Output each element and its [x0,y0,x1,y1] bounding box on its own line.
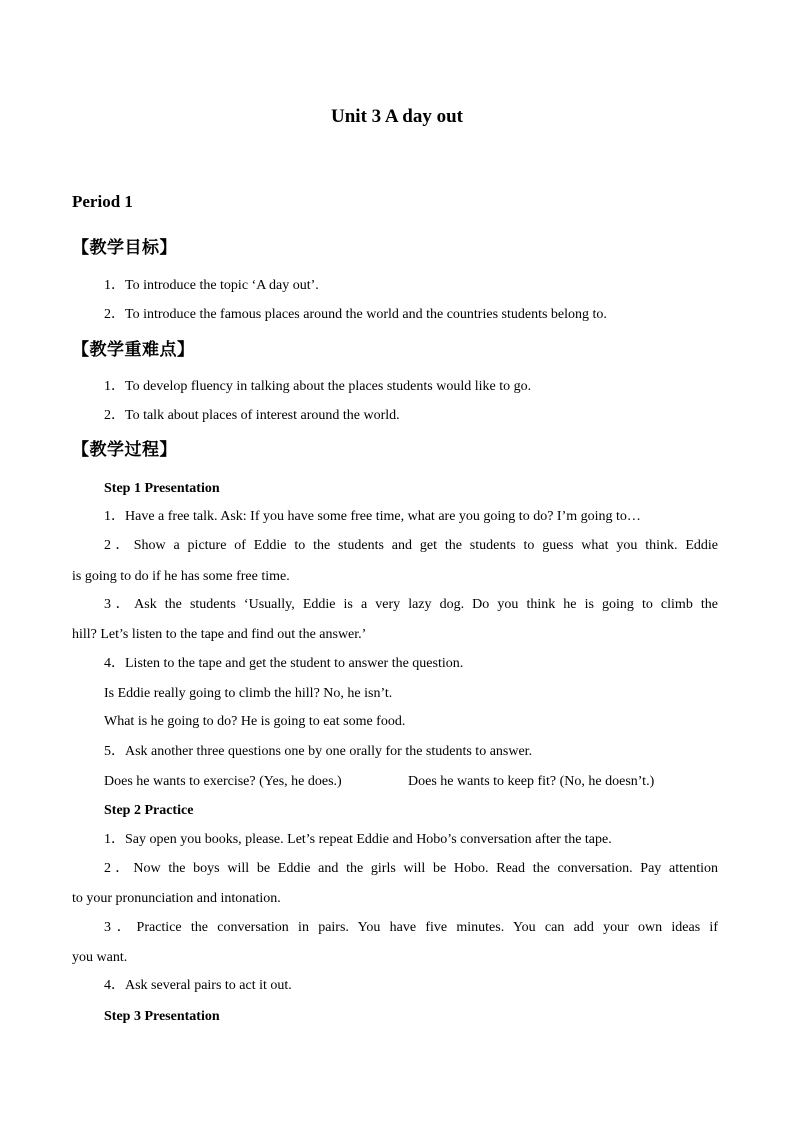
step1-answer: Is Eddie really going to climb the hill? No, he isn’t. [104,686,393,701]
section-goals-heading: 【教学目标】 [72,238,177,258]
step1-line: is going to do if he has some free time. [72,569,290,584]
keypoint-item: 1．To develop fluency in talking about the places students would like to go. [104,379,532,394]
keypoint-item: 2．To talk about places of interest around the world. [104,408,400,423]
goal-item: 2．To introduce the famous places around the world and the countries students belong to. [104,307,607,322]
step1-line: 5．Ask another three questions one by one orally for the students to answer. [104,744,533,759]
goal-item: 1．To introduce the topic ‘A day out’. [104,278,319,293]
step1-line: 2．Show a picture of Eddie to the students and get the students to guess what you think. Eddie [104,538,718,553]
section-keypoints-heading: 【教学重难点】 [72,340,195,360]
step2-line: 2．Now the boys will be Eddie and the girls will be Hobo. Read the conversation. Pay attention [104,861,718,876]
step1-line: 1．Have a free talk. Ask: If you have some free time, what are you going to do? I’m going to… [104,509,641,524]
step1-line: hill? Let’s listen to the tape and find out the answer.’ [72,627,367,642]
step1-answer: Does he wants to keep fit? (No, he doesn’t.) [408,774,655,789]
step3-heading: Step 3 Presentation [104,1009,220,1024]
document-title: Unit 3 A day out [331,106,463,127]
period-heading: Period 1 [72,192,133,211]
step2-line: 4．Ask several pairs to act it out. [104,978,292,993]
step2-line: 1．Say open you books, please. Let’s repeat Eddie and Hobo’s conversation after the tape. [104,832,612,847]
step2-line: you want. [72,950,128,965]
step1-answer: Does he wants to exercise? (Yes, he does.) [104,774,342,789]
step2-line: 3．Practice the conversation in pairs. You have five minutes. You can add your own ideas if [104,920,718,935]
section-process-heading: 【教学过程】 [72,440,177,460]
step1-answer: What is he going to do? He is going to eat some food. [104,714,406,729]
step1-line: 4．Listen to the tape and get the student to answer the question. [104,656,464,671]
step2-heading: Step 2 Practice [104,803,194,818]
step1-line: 3．Ask the students ‘Usually, Eddie is a very lazy dog. Do you think he is going to climb the [104,597,718,612]
step1-heading: Step 1 Presentation [104,481,220,496]
step2-line: to your pronunciation and intonation. [72,891,281,906]
